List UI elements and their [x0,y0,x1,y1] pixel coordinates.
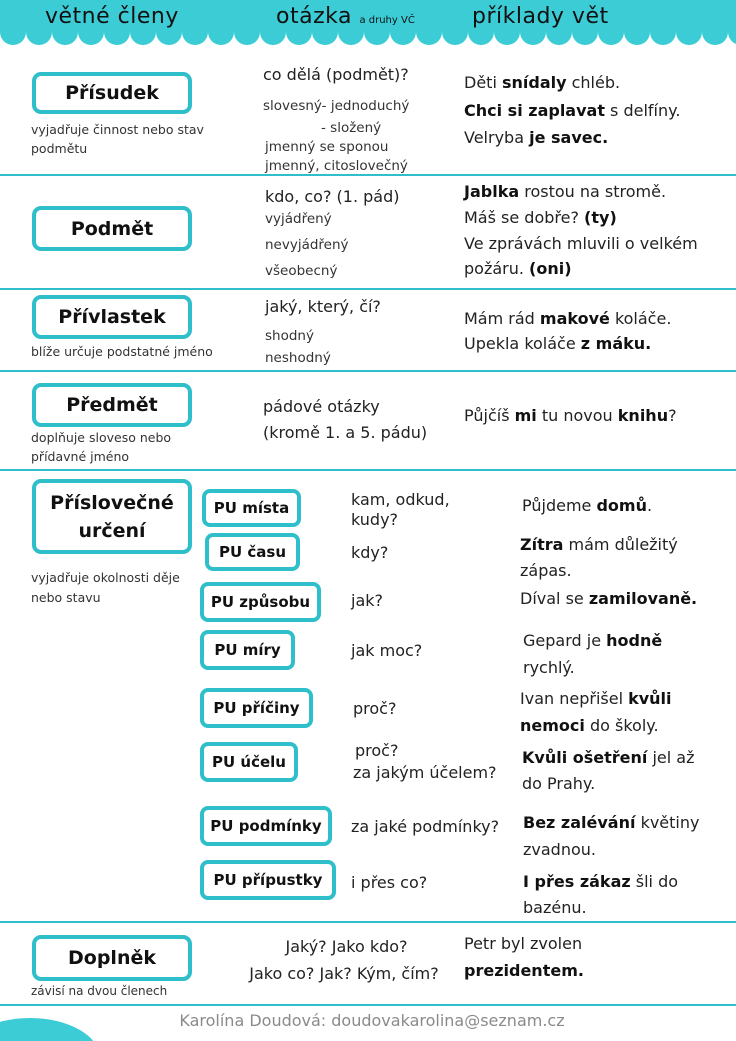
example-podmet-4: požáru. (oni) [464,259,572,278]
question-prisudek: co dělá (podmět)? [263,65,409,84]
example-pu-ucelu-1: Kvůli ošetření jel až [522,748,695,767]
example-pu-ucelu-2: do Prahy. [522,774,596,793]
example-doplnek-2: prezidentem. [464,961,584,980]
desc-prisudek: vyjadřuje činnost nebo stav podmětu [31,122,204,156]
example-prisudek-3: Velryba je savec. [464,128,609,147]
divider [0,288,736,290]
question-predmet-2: (kromě 1. a 5. pádu) [263,423,428,442]
desc-prislovecne-2: nebo stavu [31,590,101,605]
type-podmet-3: všeobecný [265,263,338,279]
label-prisudek: Přísudek [32,72,192,114]
question-pu-podminky: za jaké podmínky? [351,817,500,836]
divider [0,174,736,176]
label-doplnek: Doplněk [32,935,192,981]
scallop-border [0,28,736,46]
label-prislovecne-urceni: Příslovečné určení [32,479,192,554]
example-pu-zpusobu: Díval se zamilovaně. [520,589,698,608]
example-pu-casu-1: Zítra mám důležitý [520,535,678,554]
desc-prislovecne-1: vyjadřuje okolnosti děje [31,570,180,585]
example-pu-mista: Půjdeme domů. [522,496,653,515]
label-pu-pripustky: PU přípustky [200,860,336,900]
divider [0,469,736,471]
type-privlastek-2: neshodný [265,350,331,366]
question-doplnek-2: Jako co? Jak? Kým, čím? [249,964,439,983]
question-pu-casu: kdy? [351,543,389,562]
question-pu-pripustky: i přes co? [351,873,428,892]
example-pu-priciny-2: nemoci do školy. [520,716,659,735]
divider [0,1004,736,1006]
divider [0,921,736,923]
label-pu-zpusobu: PU způsobu [200,582,321,622]
question-privlastek: jaký, který, čí? [265,297,381,316]
example-doplnek-1: Petr byl zvolen [464,934,583,953]
example-prisudek-1: Děti snídaly chléb. [464,73,621,92]
type-prisudek-2: - složený [321,120,382,136]
label-predmet: Předmět [32,383,192,427]
label-podmet: Podmět [32,206,192,251]
question-pu-mista-2: kudy? [351,510,399,529]
type-podmet-2: nevyjádřený [265,237,349,253]
label-pu-ucelu: PU účelu [200,742,298,782]
question-pu-ucelu-2: za jakým účelem? [353,763,497,782]
question-podmet: kdo, co? (1. pád) [265,187,400,206]
example-privlastek-1: Mám rád makové koláče. [464,309,672,328]
example-pu-podminky-2: zvadnou. [523,840,596,859]
header-col-examples: příklady vět [472,4,609,29]
type-prisudek-4: jmenný, citoslovečný [265,158,408,174]
example-pu-pripustky-1: I přes zákaz šli do [523,872,679,891]
example-predmet: Půjčíš mi tu novou knihu? [464,406,677,425]
header-col-question [276,4,415,29]
question-predmet-1: pádové otázky [263,397,380,416]
header-question-label: otázka [276,4,352,29]
question-pu-mista-1: kam, odkud, [351,490,450,509]
label-pu-podminky: PU podmínky [200,806,332,846]
label-pu-mista: PU místa [202,489,301,527]
example-privlastek-2: Upekla koláče z máku. [464,334,652,353]
divider [0,370,736,372]
example-pu-pripustky-2: bazénu. [523,898,587,917]
question-pu-priciny: proč? [353,699,397,718]
question-pu-zpusobu: jak? [351,591,384,610]
label-privlastek: Přívlastek [32,295,192,339]
label-pu-priciny: PU příčiny [200,688,313,728]
desc-predmet-2: přídavné jméno [31,449,130,464]
desc-privlastek: blíže určuje podstatné jméno [31,344,213,359]
type-podmet-1: vyjádřený [265,211,332,227]
example-pu-casu-2: zápas. [520,561,572,580]
desc-predmet-1: doplňuje sloveso nebo [31,430,172,445]
header-col-members: větné členy [45,4,179,29]
label-pu-casu: PU času [205,533,300,571]
type-prisudek-1: slovesný- jednoduchý [263,98,410,114]
header-question-sub: a druhy VČ [359,15,415,26]
type-privlastek-1: shodný [265,328,314,344]
example-podmet-2: Máš se dobře? (ty) [464,208,617,227]
label-pu-miry: PU míry [200,630,295,670]
example-pu-priciny-1: Ivan nepřišel kvůli [520,689,672,708]
question-pu-miry: jak moc? [351,641,423,660]
example-pu-podminky-1: Bez zalévání květiny [523,813,700,832]
footer-credit: Karolína Doudová: doudovakarolina@seznam.cz [179,1011,565,1030]
desc-doplnek: závisí na dvou členech [31,984,168,998]
example-prisudek-2: Chci si zaplavat s delfíny. [464,101,681,120]
type-prisudek-3: jmenný se sponou [265,139,389,155]
example-pu-miry-2: rychlý. [523,658,575,677]
example-podmet-3: Ve zprávách mluvili o velkém [464,234,698,253]
example-podmet-1: Jablka rostou na stromě. [464,182,667,201]
question-doplnek-1: Jaký? Jako kdo? [285,937,408,956]
example-pu-miry-1: Gepard je hodně [523,631,663,650]
question-pu-ucelu-1: proč? [355,741,399,760]
